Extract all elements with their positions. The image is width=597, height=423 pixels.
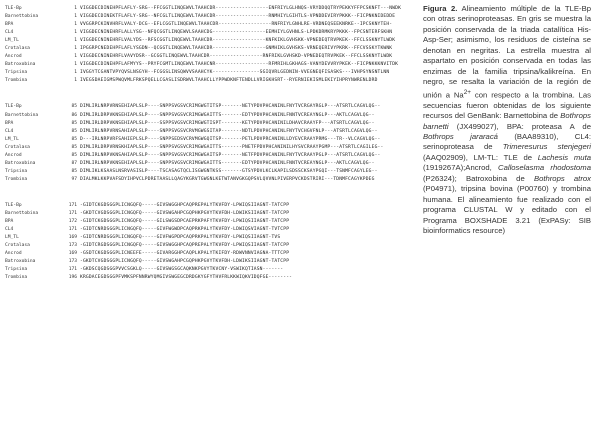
sequence-position: 1 [74,54,77,60]
figure-label: Figura 2. [423,4,458,13]
sequence-name: Ancrod [5,251,22,257]
sequence-residues: DIMLIRLNRPVKNSEHIAPLSLP----SNPPSVGSVCRIMGWGAITTS-------EDTYPDVPHCANINLFNNTVCREAYNGLP---AKTLCAGVLQG-- [80,160,375,166]
sequence-position: 196 [68,275,77,281]
alignment-row [5,77,405,85]
sequence-position: 85 [71,144,77,150]
sequence-position: 85 [71,152,77,158]
alignment-row [5,152,405,160]
alignment-row [5,218,405,226]
alignment-row [5,128,405,136]
sequence-residues: KRGDACEGDSGGPFVMKSPFNNRWYQMGIVSWGEGCDRDGKYGFYTHVFRLKKWIQKVIDQFGE-------- [80,275,293,281]
sequence-position: 171 [68,227,77,233]
sequence-position: 1 [74,22,77,28]
sequence-name: Batroxobina [5,259,36,265]
alignment-block-2 [5,103,405,183]
alignment-row [5,226,405,234]
sequence-residues: -GIDTCKGDSGGPLICNGQFQ-----GILSWGSDPCAEPRKPAFYTKVFDY-LPWIQSIIAGNT-TATCPP [80,219,290,225]
caption-text: (P26324); Batroxobina de [423,173,534,183]
sequence-name: LM_TL [5,38,19,44]
sequence-residues: -GKDSCQGDSGGPVVCSGKLQ-----GIVSWGSGCAQKNKPGVYTKVCNY-VSWIKQTIASN------- [80,267,284,273]
alignment-row [5,103,405,111]
sequence-position: 169 [68,251,77,257]
sequence-name: Crotalasa [5,46,30,52]
alignment-row [5,120,405,128]
sequence-name: Barnettobina [5,210,39,216]
sequence-name: TLE-Bp [5,6,22,11]
sequence-name: BPA [5,219,14,225]
alignment-row [5,274,405,282]
sequence-residues: -GIDTCNRDSGGPLICNGQFQ-----GIVFWGPDPCAQPRKPALYTKVFDY-LPWIQSIIAGNT-TVS [80,235,281,241]
species-name: Bothrops atrox [533,173,591,183]
sequence-position: 85 [71,120,77,126]
sequence-position: 171 [68,202,77,208]
alignment-row [5,258,405,266]
sequence-name: BPA [5,120,14,126]
sequence-position: 1 [74,38,77,44]
alignment-row [5,210,405,218]
alignment-row [5,37,405,45]
caption-text: (BAA89310), CL4: serinoproteasa de [423,132,591,152]
sequence-position: 1 [74,6,77,11]
sequence-residues: DIMLIRLDRPVKNSEHIAPLSLP----SNPPSVGSVCRIMGWGAITTS-------EDTYPDVPHCANINLFNNTVCREAYNGLP---AKTLCAGVLQG-- [80,112,375,118]
sequence-position: 1 [74,70,77,76]
sequence-name: Trombina [5,176,28,182]
alignment-block-1 [5,5,405,85]
species-name: Lachesis muta [537,152,591,162]
sequence-position: 85 [71,136,77,142]
species-name: Bothrops barnetti [423,111,591,131]
sequence-position: 1 [74,62,77,68]
sequence-residues: -GKDTCVGDSGGPLICNGQFQ-----GIVSWGAHPCGQPHKPGVYTKVFDH-LDWIKSIIAGNT-TATCPP [80,259,290,265]
caption-text: (JX499027), BPA: proteasa A de [448,121,591,131]
sequence-name: Barnettobina [5,14,39,20]
sequence-position: 85 [71,104,77,110]
caption-text: con respecto a la trombina. Las secuencias fueron obtenidas de los siguiente recursos del GenBank: Barnettobina de [423,90,591,121]
sequence-name: CL4 [5,227,14,233]
sequence-name: Ancrod [5,152,22,158]
sequence-residues: -GIDTCRGDSGGPLICNGQFQ-----GIVSWGGHPCAQPREPALYTKVFDY-LPWIQSIIAGNT-TATCPP [80,243,290,249]
alignment-row [5,112,405,120]
species-name: Calloselasma rhodostoma [498,163,591,173]
caption-text: (AAQ02909), LM-TL: TLE de [423,152,538,162]
alignment-row [5,136,405,144]
sequence-name: LM_TL [5,136,19,142]
alignment-row [5,202,405,210]
species-name: Trimeresurus stenjegeri [502,142,591,152]
caption-text: (P04971), tripsina bovina (P00760) y trombina humana. El alineamiento fue realizado con el programa CLUSTAL W y editado con el Programa BOXSHADE 3.21 (ExPASy: SIB bioinformatics resource) [423,184,591,236]
caption-text: Alineamiento múltiple de la TLE-Bp con otras serinoproteasas. En gris se muestra la posición conservada de la triada catalítica His-Asp-Ser; asimismo, los residuos de cisteína se denotan en negritas. La estrella muestra al aspartato en posición conservada en todas las enzimas de la familia tripsina/kalikreína. En negro, se resalta la variación de la región de unión a Na [423,4,591,100]
sequence-residues: -GIDTCNRDSGGPLICNGQFQ-----GIVFWGWDPCAQPRKPALYTKVFDY-LDWIQSVIAGNT-TVTCPP [80,227,290,233]
sodium-charge: 2+ [463,88,472,96]
sequence-name: Tripsina [5,70,28,76]
sequence-name: CL4 [5,30,14,36]
sequence-residues: DIMLIRLNRPVRNSAHIAPLSLP----SNPPSVGSVCRVMGWGSITAP-------NDTLPDVPHCANINLFNYTVCHGVFNLP---ATSRTLCAGVLQG-- [80,128,378,134]
sequence-position: 1 [74,14,77,20]
sequence-position: 171 [68,210,77,216]
sequence-name: BPA [5,22,14,28]
alignment-row [5,266,405,274]
sequence-residues: -GKDTCVGDSGGPLICNGQFQ-----GIVSWGAHPCGQPHKPGVYTKVFDH-LDWIKSIIAGNT-TATCPP [80,210,290,216]
sequence-position: 173 [68,259,77,265]
alignment-row [5,61,405,69]
species-name: Bothrops jararacá [423,132,498,141]
sequence-name: Batroxobina [5,62,36,68]
sequence-name: Crotalasa [5,243,30,249]
sequence-name: LM_TL [5,235,19,241]
alignment-row [5,69,405,77]
sequence-residues: DIMLIRLNRPVKNSAHIAPLSLP----SNPPSVGSVCRIMGWGAITSP-------NETFPDVPHCANINLFNYTVCRAAYPGLP---ATSRTLCAGVLQG-- [80,152,381,158]
sequence-name: CL4 [5,128,14,134]
sequence-residues: VIGGDECNINEHRFLVALYDS--RFSCGGTLINQEWVLTAAHCDR------------------KNFKIKLGVHSKK-VPNEDEQTRVPKEK--FFCLSSKNYTLWDK [80,38,396,44]
alignment-row [5,160,405,168]
alignment-row [5,45,405,53]
sequence-name: Crotalasa [5,144,30,150]
sequence-name: Batroxobina [5,160,36,166]
sequence-name: TLE-Bp [5,104,22,110]
alignment-row [5,168,405,176]
sequence-position: 86 [71,112,77,118]
sequence-residues: IVGGYTCGANTVPYQVSLNSGYH--FCGGSLINSQWVVSAAHCYK----------------SGIQVRLGEDNIN-VVEGNEQFISASKS---IVHPSYNSNTLNN [80,70,390,76]
sequence-residues: VIGGDECDINEKTFLAFLY-SRG--NFCGLTLINQEWVLTAAHCDR------------------RNMHIYLGIHTLS-VPNDDEVIRYPKKK--FICPNKNIDEDDE [80,14,396,20]
sequence-position: 1 [74,30,77,36]
alignment-row [5,21,405,29]
sequence-residues: DIMLIRLDRPVKNSEHIAPLSLP----SSPPSVGSVCRIMGWGTISPT-------KETYPDVPHCANINILDHAVCRAAYFP---ATSRTLCAGVLQG-- [80,120,375,126]
sequence-residues: IVEGSDAEIGMSPWQVMLFRKSPQELLCGASLISDRWVLTAAHCLLYPPWDKNFTENDLLVRIGKHSRT--RYERNIEKISMLEKIYIHPRYNWRENLDRD [80,78,378,84]
figure-caption [423,4,591,237]
alignment-row [5,5,405,13]
sequence-residues: VIGGDECNINEHRFLVAVYDSR--GCGGTLINQEWVLTAAHCDR------------------RNFRIKLGVHSKD-VPNEDEQTRVPKEK--FFCLSSKNYTLWDK [80,54,393,60]
sequence-residues: VVGGRPCKINVHRFLVALY-DCG--EFLCGGTLINQEWVLTAAHCDR------------------RNFRIYLGNHLRE-VRDNEQSEEKNRKE--IPCSKNYTEH- [80,22,393,28]
sequence-position: 172 [68,219,77,225]
sequence-position: 169 [68,235,77,241]
sequence-residues: D---IRLNRPVRFSAHIEPLSLP----SNPPSEDSVCRVMGWGQITSP-------PETLPDVPRCANINLLDYEVCRAAYPRMG---TR--VLCAGVLQG-- [80,136,381,142]
caption-text: (1919267A);Ancrod, [423,163,499,173]
sequence-position: 85 [71,168,77,174]
sequence-position: 87 [71,160,77,166]
alignment-row [5,250,405,258]
alignment-row [5,234,405,242]
sequence-name: Ancrod [5,54,22,60]
sequence-name: Trombina [5,275,28,281]
sequence-position: 1 [74,46,77,52]
sequence-residues: -GIDTCKGDSGGPLICNGQFQ-----GIVSWGGHPCAQPREPALYTKVFDY-LPWIQSIIAGNT-TATCPP [80,202,290,208]
sequence-residues: DIALMKLKKPVAFSDYIHPVCLPDRETAASLLQAGYKGRVTGWGNLKETWTANVGKGQPSVLQVVNLPIVERPVCKDSTRIRI---TDNMFCAGYKPDEG [80,176,375,182]
sequence-residues: IPGGRPCNEDEHPFLAFLYSGDN--QCGGTLINQEWVLTAAHCDR------------------GNMHIKLGVHSKS-VRNEQERIVYPKRK--FFCVSSKYTKWNK [80,46,393,52]
sequence-position: 1 [74,78,77,84]
alignment-row [5,29,405,37]
sequence-residues: VIGGDECDINEHPFLAFMYYS--PRYFCGMTLINQEWVLTAAHCNR------------------RFMRIHLGKHAGS-VANYDEVVRYPKEK--FICPNKKKNVITDK [80,62,399,68]
sequence-position: 171 [68,267,77,273]
sequence-residues: DIMLIRLNRPVRNSEHIAPLSLP----SNPPSVGSVCRIMGWGTITSP-------NETYPDVPHCANINLFNYTVCRGAYRGLP---ATSRTLCAGVLQG-- [80,104,381,110]
alignment-row [5,242,405,250]
sequence-name: Tripsina [5,267,28,273]
sequence-position: 173 [68,243,77,249]
alignment-row [5,144,405,152]
alignment-row [5,176,405,184]
sequence-position: 97 [71,176,77,182]
sequence-alignment [5,5,405,282]
sequence-residues: -GSDTCKGDSGGPLICNEEFE-----GIVARGGHPCAQPLKPALYTKIFDY-RDWVNNVIAGNA-TTTCPP [80,251,290,257]
sequence-name: Barnettobina [5,112,39,118]
sequence-residues: DIMLIRLDRPVRNSKHIAPLSLP----SNPPSVGSVCRIMGWGAITTS-------PNETFPDVPHCANINILHYSVCRAAYPGMP---ATSRTLCAGILEG-- [80,144,384,150]
sequence-name: Tripsina [5,168,28,174]
sequence-name: TLE-Bp [5,202,22,208]
alignment-row [5,53,405,61]
alignment-block-3 [5,202,405,282]
alignment-row [5,13,405,21]
sequence-name: Trombina [5,78,28,84]
sequence-position: 85 [71,128,77,134]
sequence-residues: DIMLIKLKSAASLNSRVASISLP----TSCASAGTQCLISGWGNTKSS-------GTSYPDVLKCLKAPILSDSSCKSAYPGQI---TSNMFCAGYLEG-- [80,168,378,174]
sequence-residues: VIGGDECDINEHPFLAFLY-SRG--FFCGGTLINQEWVLTAAHCDR------------------ENFRIYLGLHNQS-VRYDDQQTRYPEKKYFFPCSKNFT---NWDK [80,6,402,11]
sequence-residues: VIGGDECNINEHRFLALLYSG--NFQCGGTLINQEWVLSAAHCDG------------------EEMHIYLGVHNLS-LPDKDRMKRYPKKK--FPCSNTERFSKHN [80,30,393,36]
